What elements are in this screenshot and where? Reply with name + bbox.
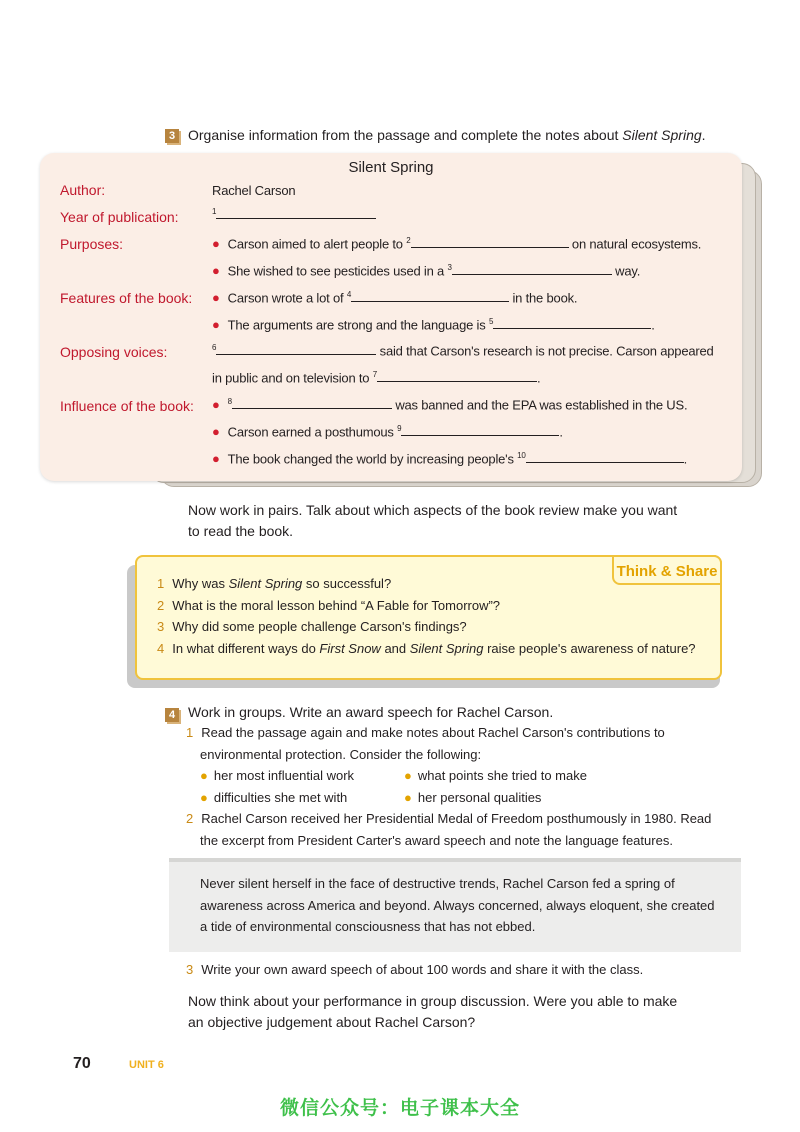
opposing-label: Opposing voices:	[60, 344, 168, 360]
influence-3: ● The book changed the world by increasing people's $^{10}$ .	[212, 451, 688, 467]
feature-2: ● The arguments are strong and the language is $^5$ .	[212, 317, 655, 333]
blank-6[interactable]	[216, 344, 376, 355]
reflection-text: Now think about your performance in group discussion. Were you able to make an objective judgement about Rachel Carson?	[188, 993, 678, 1030]
features-label: Features of the book:	[60, 290, 193, 306]
think-share-tag: Think & Share	[612, 555, 722, 585]
notes-card	[40, 153, 742, 481]
ts-question-4: 4 In what different ways do First Snow and Silent Spring raise people's awareness of nature?	[157, 641, 696, 656]
blank-3[interactable]	[452, 264, 612, 275]
blank-8[interactable]	[232, 398, 392, 409]
unit-label: UNIT 6	[129, 1059, 164, 1071]
consider-item-3: ● difficulties she met with	[200, 790, 348, 805]
opposing-line-2: in public and on television to $^7$ .	[212, 370, 541, 386]
watermark-text: 微信公众号：电子课本大全	[279, 1098, 520, 1119]
section-4-instruction: Work in groups. Write an award speech for Rachel Carson.	[188, 704, 554, 720]
influence-1: ● $^8$ was banned and the EPA was established in the US.	[212, 397, 688, 413]
blank-2[interactable]	[411, 237, 569, 248]
consider-item-1: ● her most influential work	[200, 768, 355, 783]
quote-line-3: a tide of environmental consciousness that has not ebbed.	[200, 919, 536, 934]
section-3-badge: 3	[165, 129, 179, 143]
influence-label: Influence of the book:	[60, 398, 194, 414]
section-4-badge: 4	[165, 708, 179, 722]
step-1-line-2: environmental protection. Consider the following:	[200, 747, 482, 762]
blank-1[interactable]: 1	[212, 207, 376, 222]
blank-7[interactable]	[377, 371, 537, 382]
step-2-line-1: 2 Rachel Carson received her Presidential Medal of Freedom posthumously in 1980. Read	[186, 811, 712, 826]
ts-question-1: 1 Why was Silent Spring so successful?	[157, 576, 392, 591]
consider-item-2: ● what points she tried to make	[404, 768, 587, 783]
feature-1: ● Carson wrote a lot of $^4$ in the book.	[212, 290, 578, 306]
notes-title: Silent Spring	[348, 159, 434, 176]
section-3-instruction: Organise information from the passage and complete the notes about Silent Spring.	[188, 127, 706, 143]
author-label: Author:	[60, 182, 106, 198]
influence-2: ● Carson earned a posthumous $^9$ .	[212, 424, 563, 440]
page-number: 70	[73, 1055, 91, 1072]
purpose-1: ● Carson aimed to alert people to $^2$ on natural ecosystems.	[212, 236, 702, 252]
blank-4[interactable]	[351, 291, 509, 302]
pair-work-text: Now work in pairs. Talk about which aspects of the book review make you want to read the book.	[188, 502, 678, 539]
author-value: Rachel Carson	[212, 183, 296, 198]
blank-10[interactable]	[526, 452, 684, 463]
ts-question-2: 2 What is the moral lesson behind “A Fable for Tomorrow”?	[157, 598, 501, 613]
step-1-line-1: 1 Read the passage again and make notes about Rachel Carson's contributions to	[186, 725, 665, 740]
blank-9[interactable]	[401, 425, 559, 436]
consider-item-4: ● her personal qualities	[404, 790, 542, 805]
blank-5[interactable]	[493, 318, 651, 329]
think-share-box	[135, 555, 722, 680]
quote-line-2: awareness across America and beyond. Always concerned, always eloquent, she created	[200, 898, 715, 913]
ts-question-3: 3 Why did some people challenge Carson's findings?	[157, 619, 467, 634]
quote-line-1: Never silent herself in the face of destructive trends, Rachel Carson fed a spring of	[200, 876, 675, 891]
opposing-line-1: $^6$ said that Carson's research is not precise. Carson appeared	[212, 343, 714, 359]
step-3: 3 Write your own award speech of about 100 words and share it with the class.	[186, 962, 644, 977]
purpose-2: ● She wished to see pesticides used in a $^3$ way.	[212, 263, 641, 279]
carter-quote-box	[169, 858, 741, 952]
year-label: Year of publication:	[60, 209, 179, 225]
step-2-line-2: the excerpt from President Carter's award speech and note the language features.	[200, 833, 673, 848]
purposes-label: Purposes:	[60, 236, 124, 252]
